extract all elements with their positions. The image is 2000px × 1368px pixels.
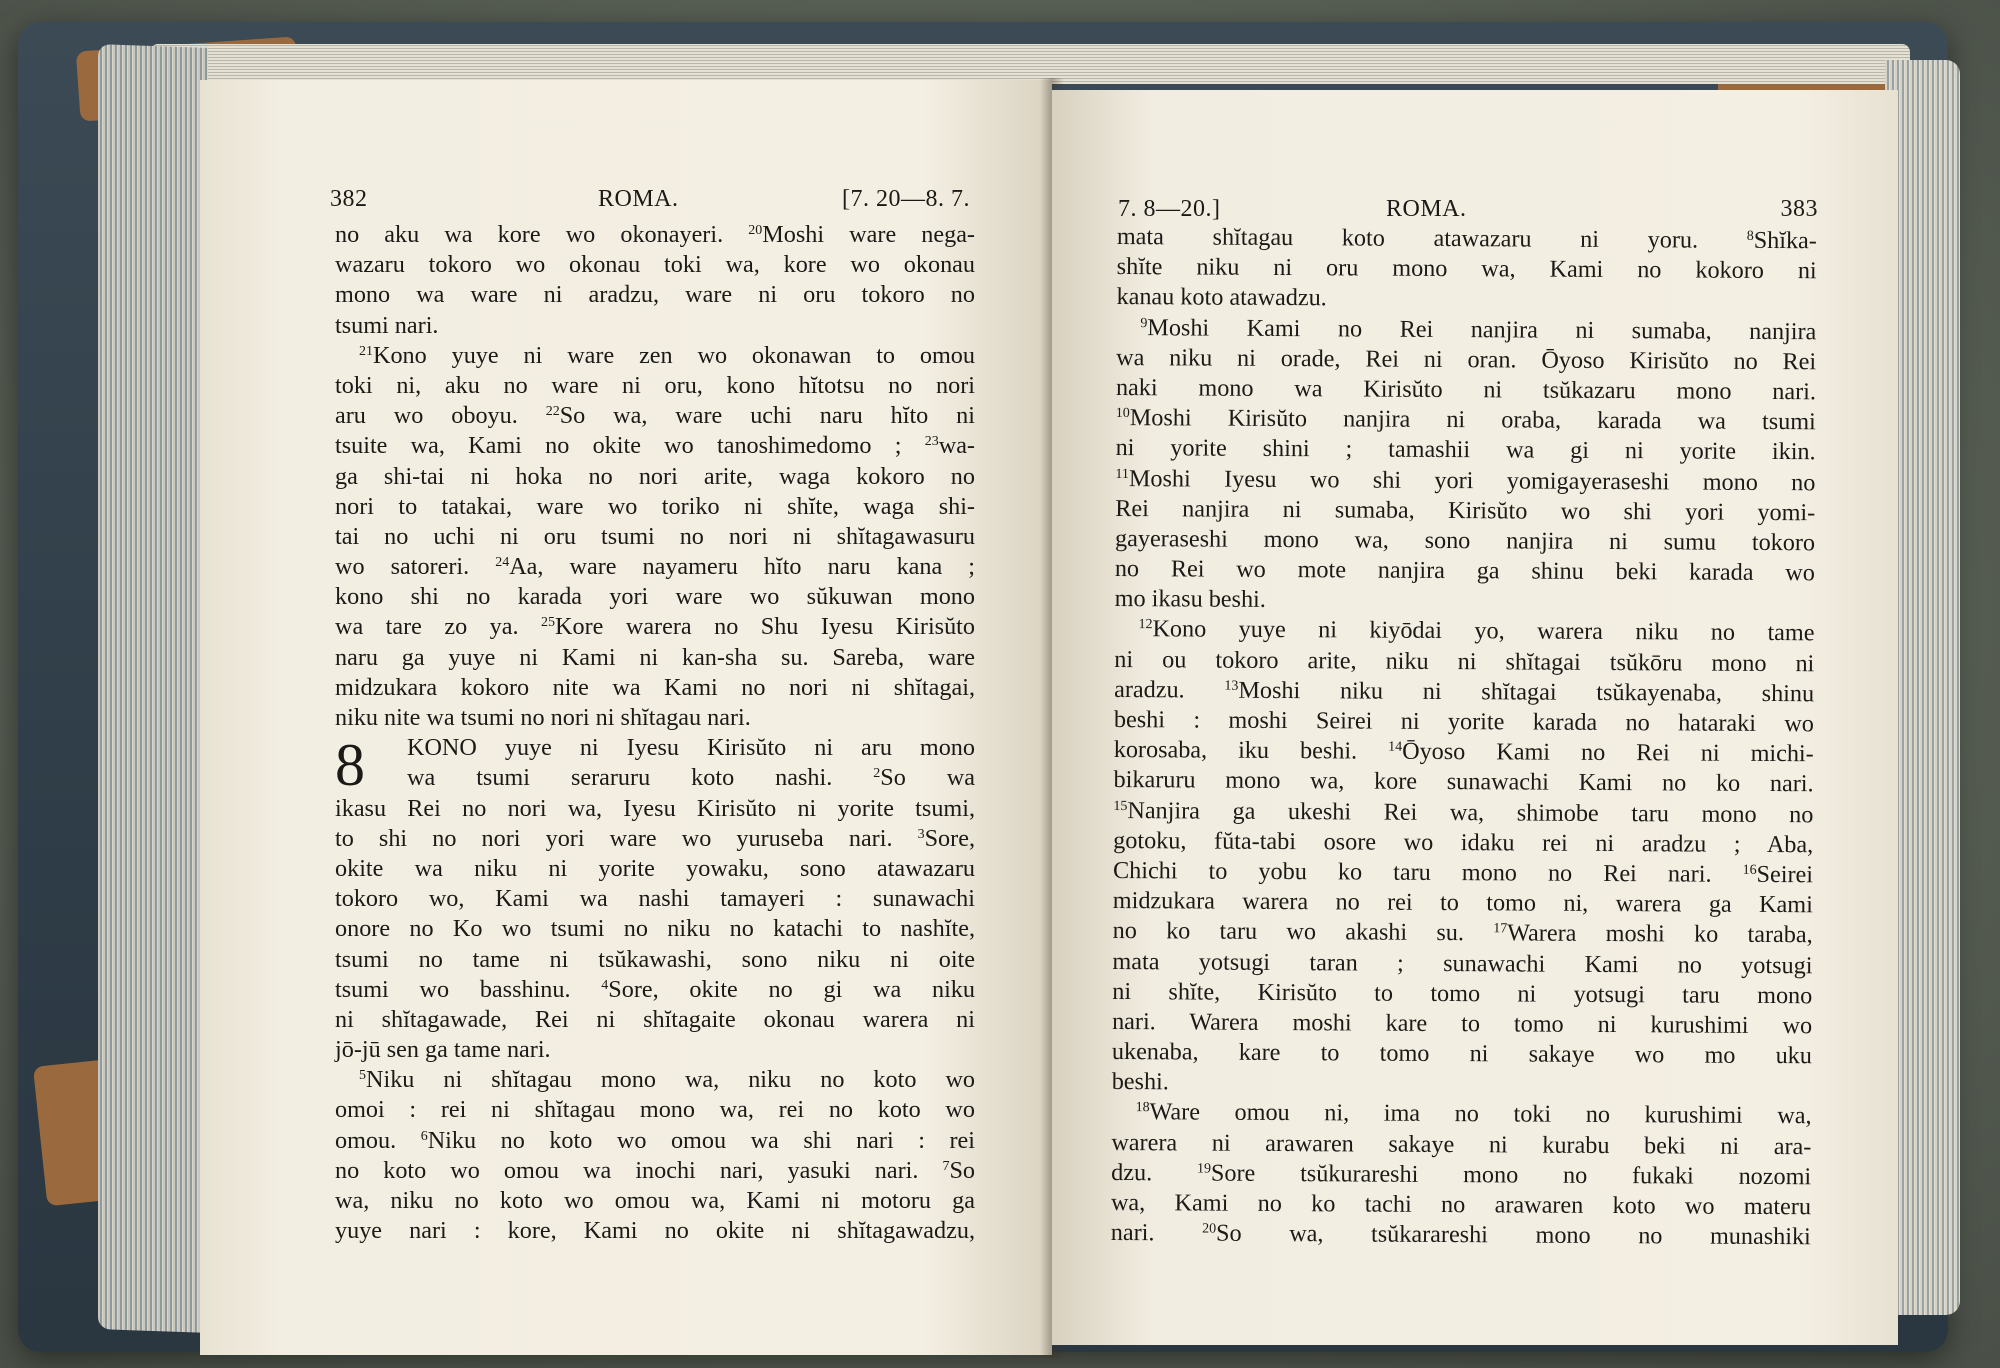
text-line xyxy=(335,1005,975,1035)
verse-number: 2 xyxy=(873,766,881,782)
verse-text: mata shĭtagau koto atawazaru ni yoru. xyxy=(1116,222,1747,254)
text-line xyxy=(1115,554,1815,588)
text-line xyxy=(335,462,975,492)
text-line xyxy=(335,522,975,552)
text-line xyxy=(335,1186,975,1216)
left-page xyxy=(200,80,1052,1355)
text-line xyxy=(335,1065,975,1095)
verse-text: nari. xyxy=(1110,1219,1203,1247)
verse-text: no ko taru wo akashi su. xyxy=(1112,917,1494,947)
verse-text: tsumi nari. xyxy=(335,311,439,339)
text-line xyxy=(1117,252,1817,286)
verse-text: Seirei xyxy=(1756,860,1814,889)
text-line xyxy=(1114,705,1814,739)
verse-text: ni yorite shini ; tamashii wa gi ni yorite ikin. xyxy=(1115,434,1816,466)
verse-number: 20 xyxy=(1202,1221,1217,1237)
text-line xyxy=(1112,946,1812,980)
text-line xyxy=(335,1126,975,1156)
verse-text: ni ou tokoro arite, niku ni shĭtagai tsŭkōru mono ni xyxy=(1114,645,1815,677)
text-line xyxy=(1113,856,1813,890)
verse-text: Ōyoso Kami no Rei ni michi- xyxy=(1402,737,1814,768)
text-line xyxy=(335,643,975,673)
verse-text: omou. xyxy=(335,1126,421,1154)
verse-text: Moshi ware nega- xyxy=(762,221,975,248)
chapter-number: 8 xyxy=(335,732,365,799)
text-line xyxy=(335,1095,975,1125)
verse-text: mata yotsugi taran ; sunawachi Kami no yotsugi xyxy=(1112,947,1813,979)
verse-number: 24 xyxy=(495,555,510,571)
text-line xyxy=(335,794,975,824)
verse-range: [7. 20—8. 7. xyxy=(842,186,970,212)
verse-text: Warera moshi ko taraba, xyxy=(1507,919,1813,949)
verse-number: 22 xyxy=(545,404,560,420)
text-line xyxy=(335,612,975,642)
verse-number: 10 xyxy=(1115,406,1130,422)
verse-text: ikasu Rei no nori wa, Iyesu Kirisŭto ni yorite tsumi, xyxy=(335,794,975,822)
verse-number: 16 xyxy=(1742,862,1757,878)
text-line xyxy=(335,945,975,975)
verse-text: bikaruru mono wa, kore sunawachi Kami no ko nari. xyxy=(1113,766,1814,798)
verse-number: 9 xyxy=(1140,315,1148,331)
text-line xyxy=(335,582,975,612)
verse-text: ni shĭtagawade, Rei ni shĭtagaite okonau warera ni xyxy=(335,1005,975,1033)
text-line xyxy=(1116,403,1816,437)
page-edges-top xyxy=(150,44,1910,84)
verse-text: tsumi wo basshinu. xyxy=(335,975,602,1003)
verse-text: no koto wo omou wa inochi nari, yasuki nari. xyxy=(335,1156,943,1184)
text-line xyxy=(1114,675,1814,709)
verse-text: toki ni, aku no ware ni oru, kono hĭtotsu no nori xyxy=(335,371,975,399)
text-line xyxy=(1113,916,1813,950)
verse-text: So xyxy=(949,1156,975,1184)
text-line xyxy=(335,280,975,310)
verse-text: to shi no nori yori ware wo yuruseba nari. xyxy=(335,824,918,852)
verse-text: mono wa ware ni aradzu, ware ni oru tokoro no xyxy=(335,281,975,309)
verse-text: ga shi-tai ni hoka no nori arite, waga kokoro no xyxy=(335,462,975,490)
verse-text: beshi : moshi Seirei ni yorite karada no hataraki wo xyxy=(1113,705,1815,738)
text-line xyxy=(1116,343,1816,377)
verse-number: 5 xyxy=(359,1068,366,1084)
verse-text: Sore tsŭkurareshi mono no fukaki nozomi xyxy=(1210,1159,1812,1191)
verse-text: onore no Ko wo tsumi no niku no katachi to nashĭte, xyxy=(335,915,975,943)
verse-number: 23 xyxy=(924,434,939,450)
page-number: 382 xyxy=(330,186,368,212)
text-line xyxy=(335,220,975,250)
verse-number: 8 xyxy=(1746,228,1754,244)
text-line xyxy=(1113,826,1813,860)
running-title: ROMA. xyxy=(1386,196,1467,222)
verse-text: tsumi no tame ni tsŭkawashi, sono niku ni oite xyxy=(335,945,975,973)
text-line xyxy=(1115,494,1815,528)
verse-text: Moshi Kami no Rei nanjira ni sumaba, nanjira xyxy=(1147,313,1817,345)
verse-text: wa, niku no koto wo omou wa, Kami ni motoru ga xyxy=(335,1187,975,1214)
text-line xyxy=(1114,614,1814,648)
verse-text: Niku no koto wo omou wa shi nari : rei xyxy=(427,1126,975,1154)
verse-number: 3 xyxy=(917,826,925,842)
verse-text: So wa, tsŭkarareshi mono no munashiki xyxy=(1216,1219,1811,1251)
verse-text: warera ni arawaren sakaye ni kurabu beki ni ara- xyxy=(1111,1128,1812,1160)
verse-text: aru wo oboyu. xyxy=(335,402,546,430)
verse-text: nari. Warera moshi kare to tomo ni kurushimi wo xyxy=(1112,1007,1813,1040)
verse-text: kono shi no karada yori ware wo sŭkuwan mono xyxy=(335,583,975,611)
verse-text: beshi. xyxy=(1111,1068,1169,1096)
text-line xyxy=(1112,1067,1812,1101)
verse-number: 4 xyxy=(601,977,609,993)
text-line xyxy=(1116,433,1816,467)
verse-text: Nanjira ga ukeshi Rei wa, shimobe taru mono no xyxy=(1127,796,1814,828)
text-line xyxy=(335,401,975,431)
verse-number: 25 xyxy=(541,615,556,631)
verse-text: midzukara kokoro nite wa Kami no nori ni shĭtagai, xyxy=(335,673,975,701)
verse-number: 6 xyxy=(420,1128,428,1144)
verse-text: kanau koto atawadzu. xyxy=(1116,283,1327,312)
verse-text: wa tsumi seraruru koto nashi. xyxy=(407,764,874,792)
verse-text: mo ikasu beshi. xyxy=(1114,585,1266,614)
verse-text: aradzu. xyxy=(1114,675,1225,704)
verse-number: 12 xyxy=(1138,617,1153,633)
verse-text: Rei nanjira ni sumaba, Kirisŭto wo shi yori yomi- xyxy=(1115,494,1816,526)
verse-text: naki mono wa Kirisŭto ni tsŭkazaru mono nari. xyxy=(1115,373,1817,406)
verse-number: 17 xyxy=(1493,921,1508,937)
verse-text: ukenaba, kare to tomo ni sakaye wo mo uku xyxy=(1111,1038,1813,1070)
text-line xyxy=(335,492,975,522)
verse-text: korosaba, iku beshi. xyxy=(1113,736,1389,765)
verse-text: wa, Kami no ko tachi no arawaren koto wo materu xyxy=(1110,1188,1812,1221)
verse-text: Kono yuye ni kiyōdai yo, warera niku no tame xyxy=(1152,615,1815,647)
text-line xyxy=(335,884,975,914)
verse-number: 18 xyxy=(1135,1100,1150,1116)
text-line xyxy=(335,1216,975,1246)
text-line xyxy=(1112,977,1812,1011)
verse-number: 15 xyxy=(1113,798,1128,814)
verse-text: nori to tatakai, ware wo toriko ni shĭte, waga shi- xyxy=(335,492,975,520)
verse-text: wa tare zo ya. xyxy=(335,613,542,641)
text-line xyxy=(1113,796,1813,830)
verse-text: naru ga yuye ni Kami ni kan-sha su. Sareba, ware xyxy=(335,643,975,671)
text-line xyxy=(335,703,975,733)
verse-text: Ware omou ni, ima no toki no kurushimi wa, xyxy=(1149,1098,1812,1130)
verse-text: no Rei wo mote nanjira ga shinu beki karada wo xyxy=(1114,555,1815,587)
text-line xyxy=(335,975,975,1005)
verse-text: no aku wa kore wo okonayeri. xyxy=(335,221,749,248)
text-line xyxy=(1111,1218,1811,1252)
text-line xyxy=(1113,886,1813,920)
verse-text: Aa, ware nayameru hĭto naru kana ; xyxy=(509,553,975,581)
left-body-text xyxy=(335,220,975,1246)
text-line xyxy=(335,431,975,461)
verse-text: KONO yuye ni Iyesu Kirisŭto ni aru mono xyxy=(407,734,975,762)
text-line xyxy=(335,1156,975,1186)
verse-text: tsuite wa, Kami no okite wo tanoshimedomo ; xyxy=(335,432,925,460)
text-line xyxy=(1111,1158,1811,1192)
text-line xyxy=(1114,645,1814,679)
verse-text: So wa xyxy=(880,764,976,792)
verse-number: 21 xyxy=(359,343,373,359)
verse-text: Kore warera no Shu Iyesu Kirisŭto xyxy=(555,613,976,641)
verse-text: gayeraseshi mono wa, sono nanjira ni sumu tokoro xyxy=(1114,524,1816,557)
text-line xyxy=(335,673,975,703)
text-line xyxy=(1111,1188,1811,1222)
text-line xyxy=(335,250,975,280)
verse-text: tokoro wo, Kami wa nashi tamayeri : sunawachi xyxy=(335,885,975,913)
verse-text: wo satoreri. xyxy=(335,553,496,581)
text-line xyxy=(335,371,975,401)
page-number: 383 xyxy=(1780,196,1818,222)
right-body-text xyxy=(1111,222,1817,1253)
verse-text: ni shĭte, Kirisŭto to tomo ni yotsugi taru mono xyxy=(1112,977,1813,1009)
verse-number: 13 xyxy=(1224,678,1239,694)
text-line xyxy=(335,854,975,884)
verse-text: niku nite wa tsumi no nori ni shĭtagau nari. xyxy=(335,704,751,731)
verse-number: 19 xyxy=(1196,1161,1212,1177)
verse-number: 14 xyxy=(1388,739,1403,755)
verse-text: Kono yuye ni ware zen wo okonawan to omou xyxy=(373,341,975,369)
text-line xyxy=(1112,1007,1812,1041)
verse-text: Sore, okite no gi wa niku xyxy=(608,975,975,1003)
verse-text: dzu. xyxy=(1111,1158,1198,1187)
text-line xyxy=(1113,765,1813,799)
text-line xyxy=(335,552,975,582)
text-line xyxy=(335,1035,975,1065)
running-title: ROMA. xyxy=(598,186,679,212)
text-line xyxy=(1115,524,1815,558)
verse-text: shĭte niku ni oru mono wa, Kami no kokoro ni xyxy=(1116,253,1817,285)
text-line xyxy=(1112,1037,1812,1071)
text-line xyxy=(1116,373,1816,407)
text-line xyxy=(335,341,975,371)
verse-text: jō-jū sen ga tame nari. xyxy=(335,1036,551,1064)
text-line xyxy=(335,824,975,854)
verse-text: Moshi Iyesu wo shi yori yomigayeraseshi mono no xyxy=(1128,464,1816,496)
text-line xyxy=(1116,282,1816,316)
verse-text: So wa, ware uchi naru hĭto ni xyxy=(559,402,975,430)
verse-text: Moshi Kirisŭto nanjira ni oraba, karada wa tsumi xyxy=(1129,404,1816,436)
verse-text: wazaru tokoro wo okonau toki wa, kore wo okonau xyxy=(335,251,975,279)
verse-text: Shĭka- xyxy=(1753,226,1817,255)
text-line xyxy=(1114,735,1814,769)
verse-text: okite wa niku ni yorite yowaku, sono atawazaru xyxy=(335,854,975,882)
verse-text: yuye nari : kore, Kami no okite ni shĭtagawadzu, xyxy=(335,1217,975,1245)
text-line xyxy=(1115,463,1815,497)
text-line xyxy=(1116,313,1816,347)
verse-range: 7. 8—20.] xyxy=(1118,196,1221,222)
page-edges-left xyxy=(98,44,208,1333)
verse-text: Niku ni shĭtagau mono wa, niku no koto wo xyxy=(366,1066,975,1094)
verse-text: tai no uchi ni oru tsumi no nori ni shĭtagawasuru xyxy=(335,522,975,550)
verse-number: 7 xyxy=(942,1158,950,1174)
left-running-header xyxy=(330,186,970,220)
verse-number: 11 xyxy=(1115,466,1129,482)
text-line xyxy=(335,914,975,944)
verse-text: omoi : rei ni shĭtagau mono wa, rei no koto wo xyxy=(335,1096,975,1124)
verse-text: midzukara warera no rei to tomo ni, warera ga Kami xyxy=(1112,887,1813,919)
text-line xyxy=(335,311,975,341)
text-line xyxy=(1111,1128,1811,1162)
right-page xyxy=(1052,90,1898,1345)
verse-text: Chichi to yobu ko taru mono no Rei nari. xyxy=(1112,856,1743,888)
verse-text: wa niku ni orade, Rei ni oran. Ōyoso Kirisŭto no Rei xyxy=(1116,343,1817,376)
verse-text: Sore, xyxy=(924,824,975,852)
verse-text: wa- xyxy=(938,432,975,460)
verse-text: Moshi niku ni shĭtagai tsŭkayenaba, shinu xyxy=(1238,676,1815,708)
verse-number: 20 xyxy=(748,223,763,238)
verse-text: gotoku, fŭta-tabi osore wo idaku rei ni aradzu ; Aba, xyxy=(1113,826,1814,859)
text-line xyxy=(1111,1097,1811,1131)
text-line xyxy=(335,763,975,793)
text-line xyxy=(1117,222,1817,256)
text-line xyxy=(1115,584,1815,618)
